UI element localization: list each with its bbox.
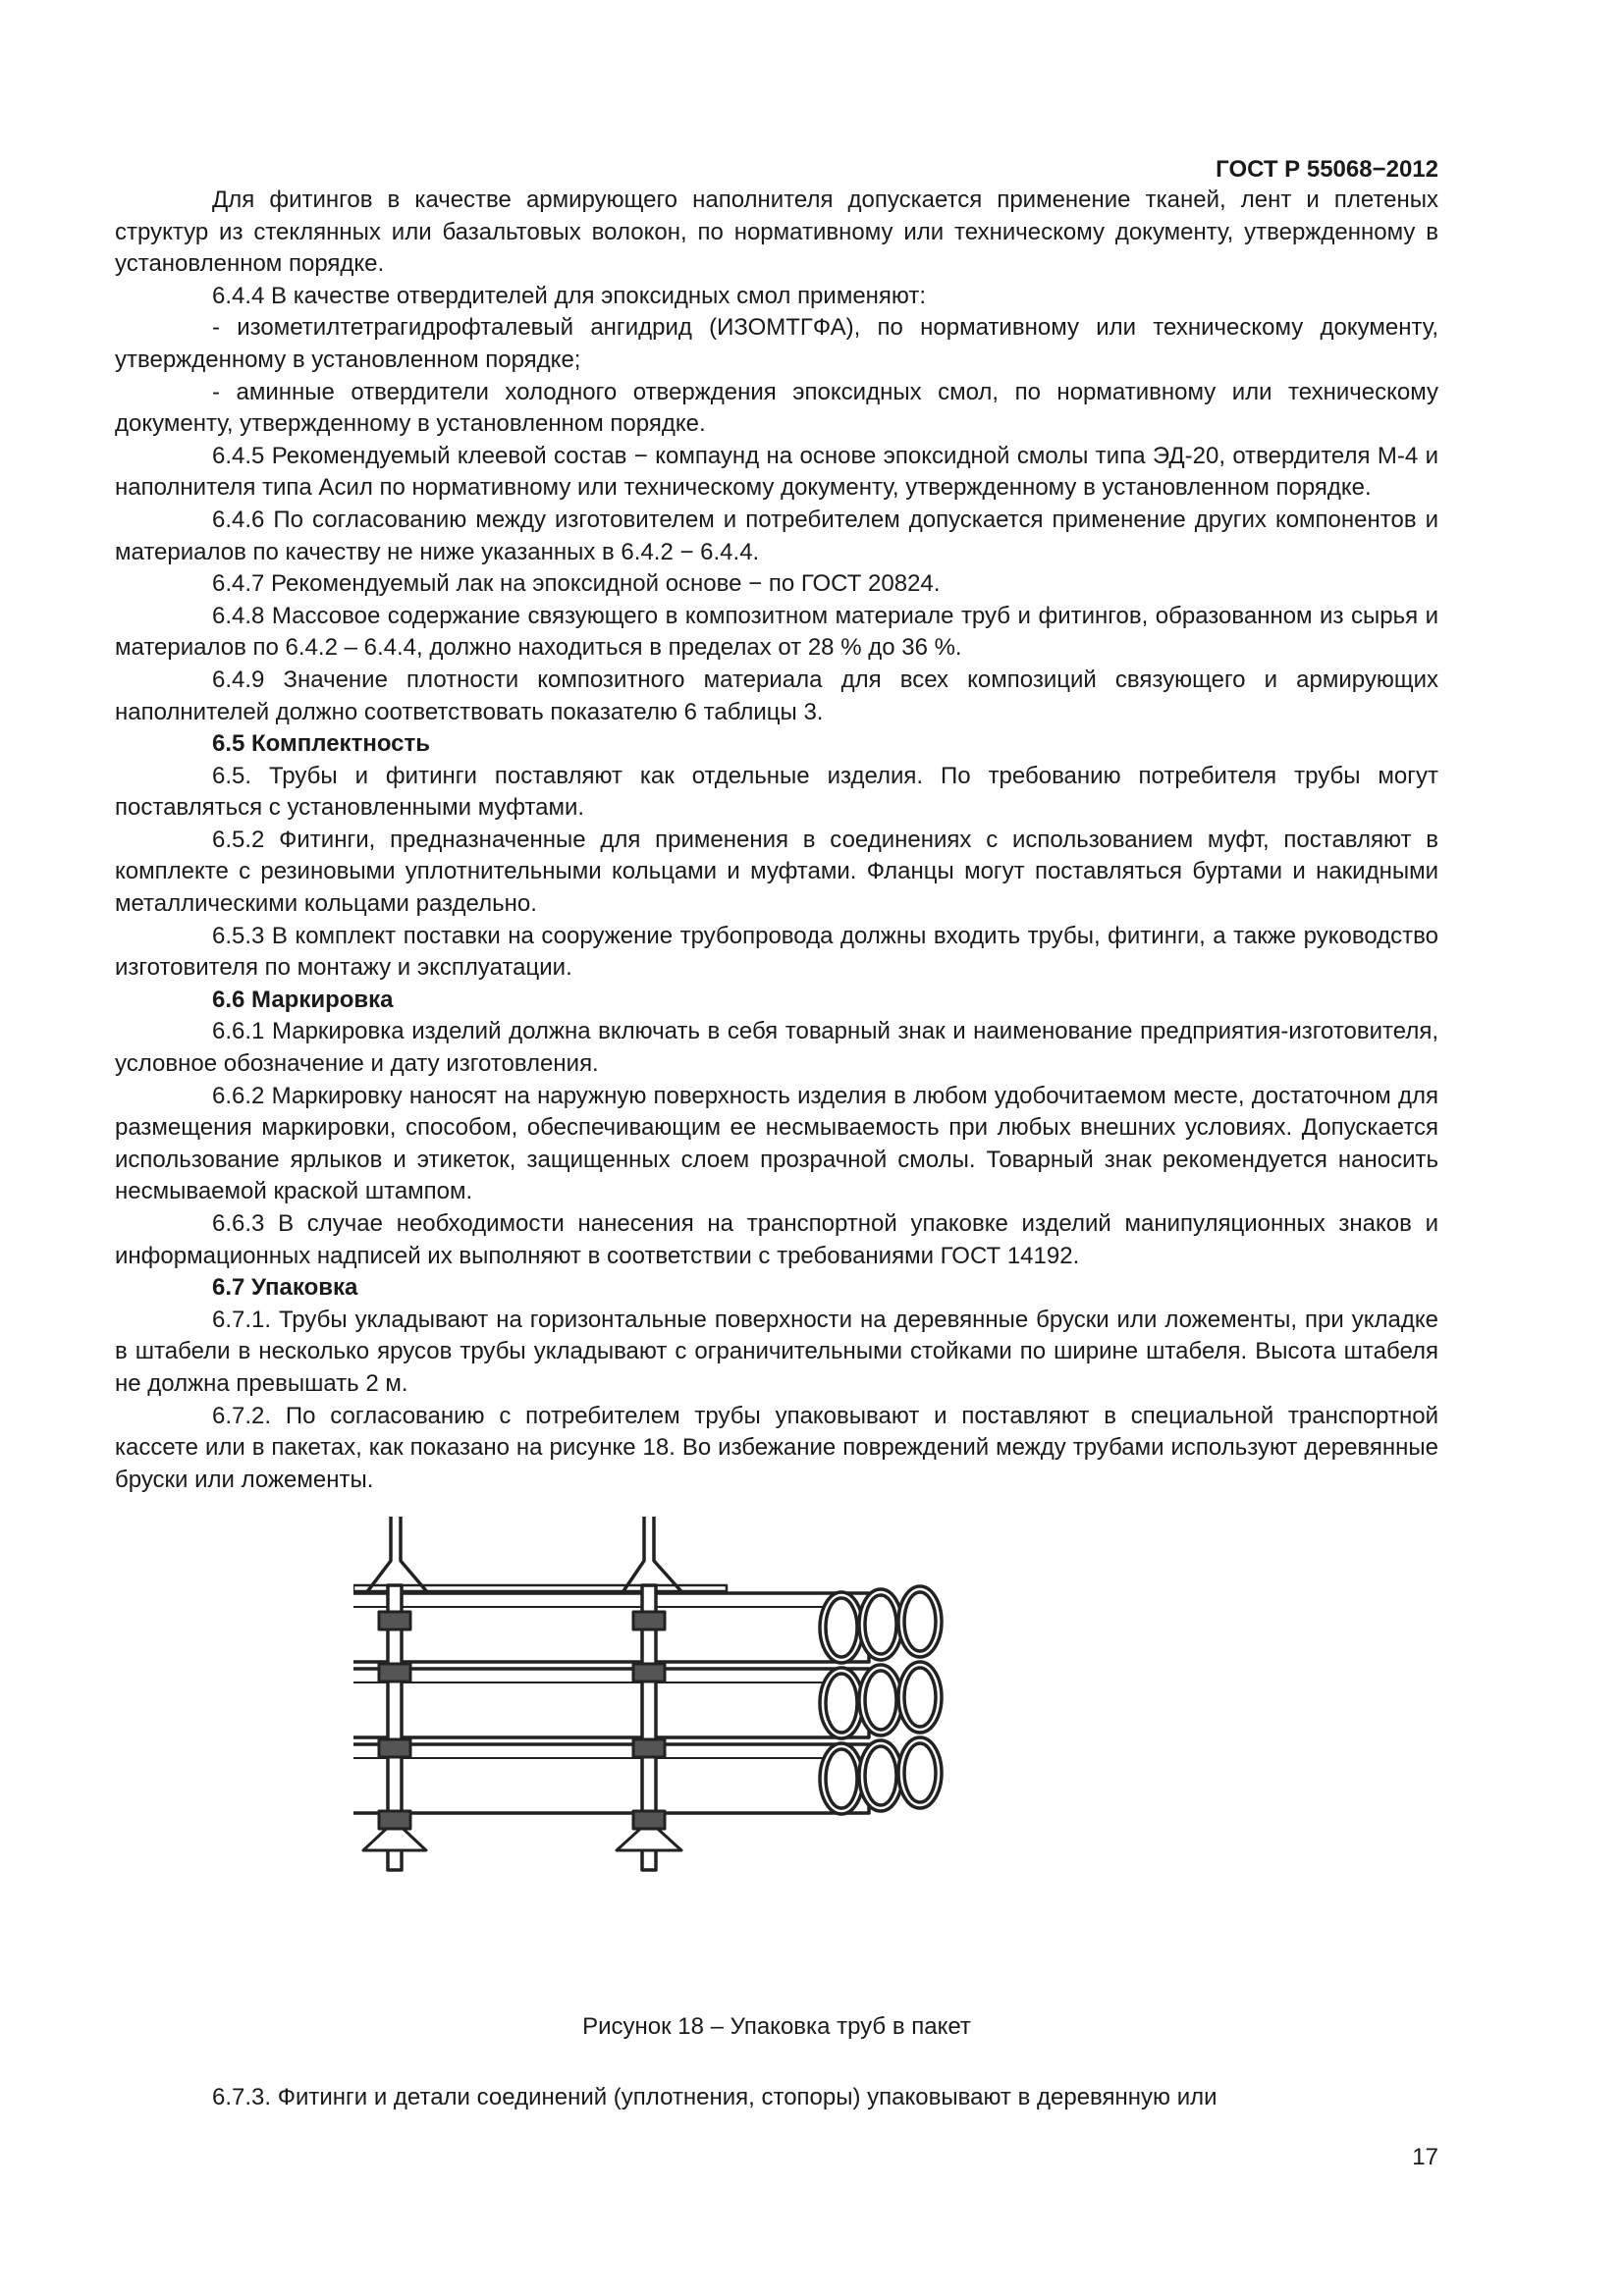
paragraph: 6.4.8 Массовое содержание связующего в композитном материале труб и фитингов, образованном из сырья и материалов по 6.4.2 – 6.4.4, должно находиться в пределах от 28 % до 36 %. xyxy=(115,602,1438,662)
paragraph: 6.7.3. Фитинги и детали соединений (уплотнения, стопоры) упаковывают в деревянную или xyxy=(212,2084,1217,2110)
paragraph: 6.6.3 В случае необходимости нанесения на транспортной упаковке изделий манипуляционных знаков и информационных надписей их выполняют в соответствии с требованиями ГОСТ 14192. xyxy=(115,1210,1438,1269)
paragraph: 6.6.2 Маркировку наносят на наружную поверхность изделия в любом удобочитаемом месте, достаточном для размещения маркировки, способом, обеспечивающим ее несмываемость при любых внешних условиях. Допускается использование ярлыков и этикеток, защищенных слоем прозрачной смолы. Товарный знак рекомендуется наносить несмываемой краской штампом. xyxy=(115,1082,1438,1205)
figure-pipe-package xyxy=(353,1517,1237,1983)
pipe-package-illustration xyxy=(353,1517,1237,1983)
document-code: ГОСТ Р 55068−2012 xyxy=(1216,156,1438,183)
paragraph: 6.5. Трубы и фитинги поставляют как отдельные изделия. По требованию потребителя трубы могут поставляться с установленными муфтами. xyxy=(115,762,1438,822)
body-text-continued xyxy=(115,2082,1438,2113)
pipe-ends-top xyxy=(820,1586,942,1663)
paragraph: Для фитингов в качестве армирующего наполнителя допускается применение тканей, лент и плетеных структур из стеклянных или базальтовых волокон, по нормативному или техническому документу, утвержденному в установленном порядке. xyxy=(115,187,1438,278)
body-text xyxy=(115,185,1438,1496)
paragraph: 6.4.6 По согласованию между изготовителем и потребителем допускается применение других компонентов и материалов по качеству не ниже указанных в 6.4.2 − 6.4.4. xyxy=(115,506,1438,565)
figure-caption: Рисунок 18 – Упаковка труб в пакет xyxy=(582,2013,971,2040)
paragraph: 6.5.2 Фитинги, предназначенные для применения в соединениях с использованием муфт, поставляют в комплекте с резиновыми уплотнительными кольцами и муфтами. Фланцы могут поставляться буртами и накидными металлическими кольцами раздельно. xyxy=(115,826,1438,918)
paragraph: 6.7.1. Трубы укладывают на горизонтальные поверхности на деревянные бруски или ложементы, при укладке в штабели в несколько ярусов трубы укладывают с ограничительными стойками по ширине штабеля. Высота штабеля не должна превышать 2 м. xyxy=(115,1306,1438,1397)
section-heading: 6.6 Маркировка xyxy=(212,986,394,1013)
paragraph: 6.4.7 Рекомендуемый лак на эпоксидной основе − по ГОСТ 20824. xyxy=(212,570,941,598)
paragraph: 6.4.5 Рекомендуемый клеевой состав − компаунд на основе эпоксидной смолы типа ЭД-20, отвердителя М-4 и наполнителя типа Асил по нормативному или техническому документу, утвержденному в установленном порядке. xyxy=(115,442,1438,502)
pipe-ends-bottom xyxy=(820,1737,942,1814)
paragraph: 6.4.4 В качестве отвердителей для эпоксидных смол применяют: xyxy=(212,282,927,309)
paragraph: 6.7.2. По согласованию с потребителем трубы упаковывают и поставляют в специальной транспортной кассете или в пакетах, как показано на рисунке 18. Во избежание повреждений между трубами используют деревянные бруски или ложементы. xyxy=(115,1402,1438,1493)
page-number: 17 xyxy=(1412,2144,1438,2170)
paragraph: - изометилтетрагидрофталевый ангидрид (ИЗОМТГФА), по нормативному или техническому документу, утвержденному в установленном порядке; xyxy=(115,314,1438,373)
paragraph: - аминные отвердители холодного отверждения эпоксидных смол, по нормативному или техническому документу, утвержденному в установленном порядке. xyxy=(115,378,1438,438)
section-heading: 6.7 Упаковка xyxy=(212,1274,358,1302)
pipe-ends-middle xyxy=(820,1662,942,1738)
pipe-row-bottom xyxy=(353,1744,869,1813)
pipe-row-middle xyxy=(353,1669,869,1737)
pipe-row-top xyxy=(353,1585,869,1662)
section-heading: 6.5 Комплектность xyxy=(212,730,431,758)
paragraph: 6.6.1 Маркировка изделий должна включать в себя товарный знак и наименование предприятия-изготовителя, условное обозначение и дату изготовления. xyxy=(115,1018,1438,1078)
paragraph: 6.4.9 Значение плотности композитного материала для всех композиций связующего и армирующих наполнителей должно соответствовать показателю 6 таблицы 3. xyxy=(115,666,1438,725)
paragraph: 6.5.3 В комплект поставки на сооружение трубопровода должны входить трубы, фитинги, а также руководство изготовителя по монтажу и эксплуатации. xyxy=(115,922,1438,982)
